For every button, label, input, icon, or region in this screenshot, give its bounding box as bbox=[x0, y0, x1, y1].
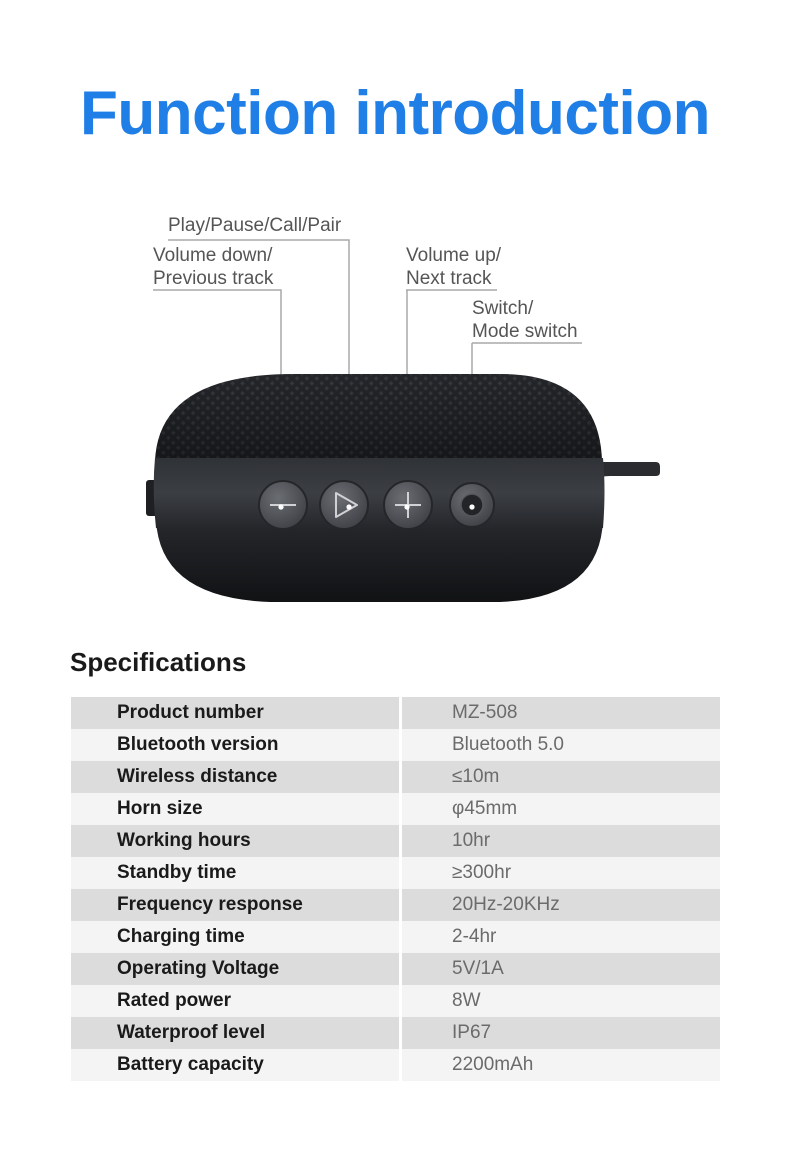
spec-label: Product number bbox=[71, 697, 402, 729]
spec-value: 2-4hr bbox=[402, 921, 720, 953]
speaker-illustration bbox=[130, 225, 670, 620]
spec-value: ≤10m bbox=[402, 761, 720, 793]
spec-row bbox=[71, 1017, 720, 1049]
callout-volume-up-line1: Volume up/ bbox=[406, 245, 502, 266]
callout-play-pause-label: Play/Pause/Call/Pair bbox=[168, 215, 342, 236]
spec-label: Waterproof level bbox=[71, 1017, 402, 1049]
spec-value: ≥300hr bbox=[402, 857, 720, 889]
spec-row bbox=[71, 921, 720, 953]
spec-row bbox=[71, 857, 720, 889]
spec-label: Operating Voltage bbox=[71, 953, 402, 985]
callout-volume-up-line2: Next track bbox=[406, 268, 492, 289]
volume-down-button[interactable] bbox=[259, 481, 307, 529]
spec-value: 8W bbox=[402, 985, 720, 1017]
spec-row bbox=[71, 793, 720, 825]
spec-row bbox=[71, 953, 720, 985]
specs-heading: Specifications bbox=[70, 647, 247, 677]
strap-loop bbox=[596, 462, 660, 480]
spec-label: Rated power bbox=[71, 985, 402, 1017]
spec-row bbox=[71, 825, 720, 857]
spec-row bbox=[71, 761, 720, 793]
spec-label: Battery capacity bbox=[71, 1049, 402, 1081]
spec-value: IP67 bbox=[402, 1017, 720, 1049]
spec-value: 5V/1A bbox=[402, 953, 720, 985]
spec-value: 20Hz-20KHz bbox=[402, 889, 720, 921]
spec-label: Working hours bbox=[71, 825, 402, 857]
spec-row bbox=[71, 985, 720, 1017]
spec-label: Bluetooth version bbox=[71, 729, 402, 761]
callout-switch-line2: Mode switch bbox=[472, 321, 578, 342]
spec-row bbox=[71, 729, 720, 761]
spec-row bbox=[71, 889, 720, 921]
spec-label: Frequency response bbox=[71, 889, 402, 921]
spec-label: Horn size bbox=[71, 793, 402, 825]
spec-value: φ45mm bbox=[402, 793, 720, 825]
callout-volume-down-line1: Volume down/ bbox=[153, 245, 273, 266]
spec-value: 10hr bbox=[402, 825, 720, 857]
spec-value: MZ-508 bbox=[402, 697, 720, 729]
spec-label: Wireless distance bbox=[71, 761, 402, 793]
specs-table bbox=[71, 697, 720, 1081]
power-switch-button[interactable] bbox=[450, 483, 494, 527]
callout-switch-line1: Switch/ bbox=[472, 298, 534, 319]
spec-row bbox=[71, 1049, 720, 1081]
spec-value: Bluetooth 5.0 bbox=[402, 729, 720, 761]
spec-row bbox=[71, 697, 720, 729]
spec-label: Standby time bbox=[71, 857, 402, 889]
page-title: Function introduction bbox=[79, 79, 711, 148]
play-pause-button[interactable] bbox=[320, 481, 368, 529]
spec-label: Charging time bbox=[71, 921, 402, 953]
spec-value: 2200mAh bbox=[402, 1049, 720, 1081]
callout-volume-down-line2: Previous track bbox=[153, 268, 274, 289]
volume-up-button[interactable] bbox=[384, 481, 432, 529]
